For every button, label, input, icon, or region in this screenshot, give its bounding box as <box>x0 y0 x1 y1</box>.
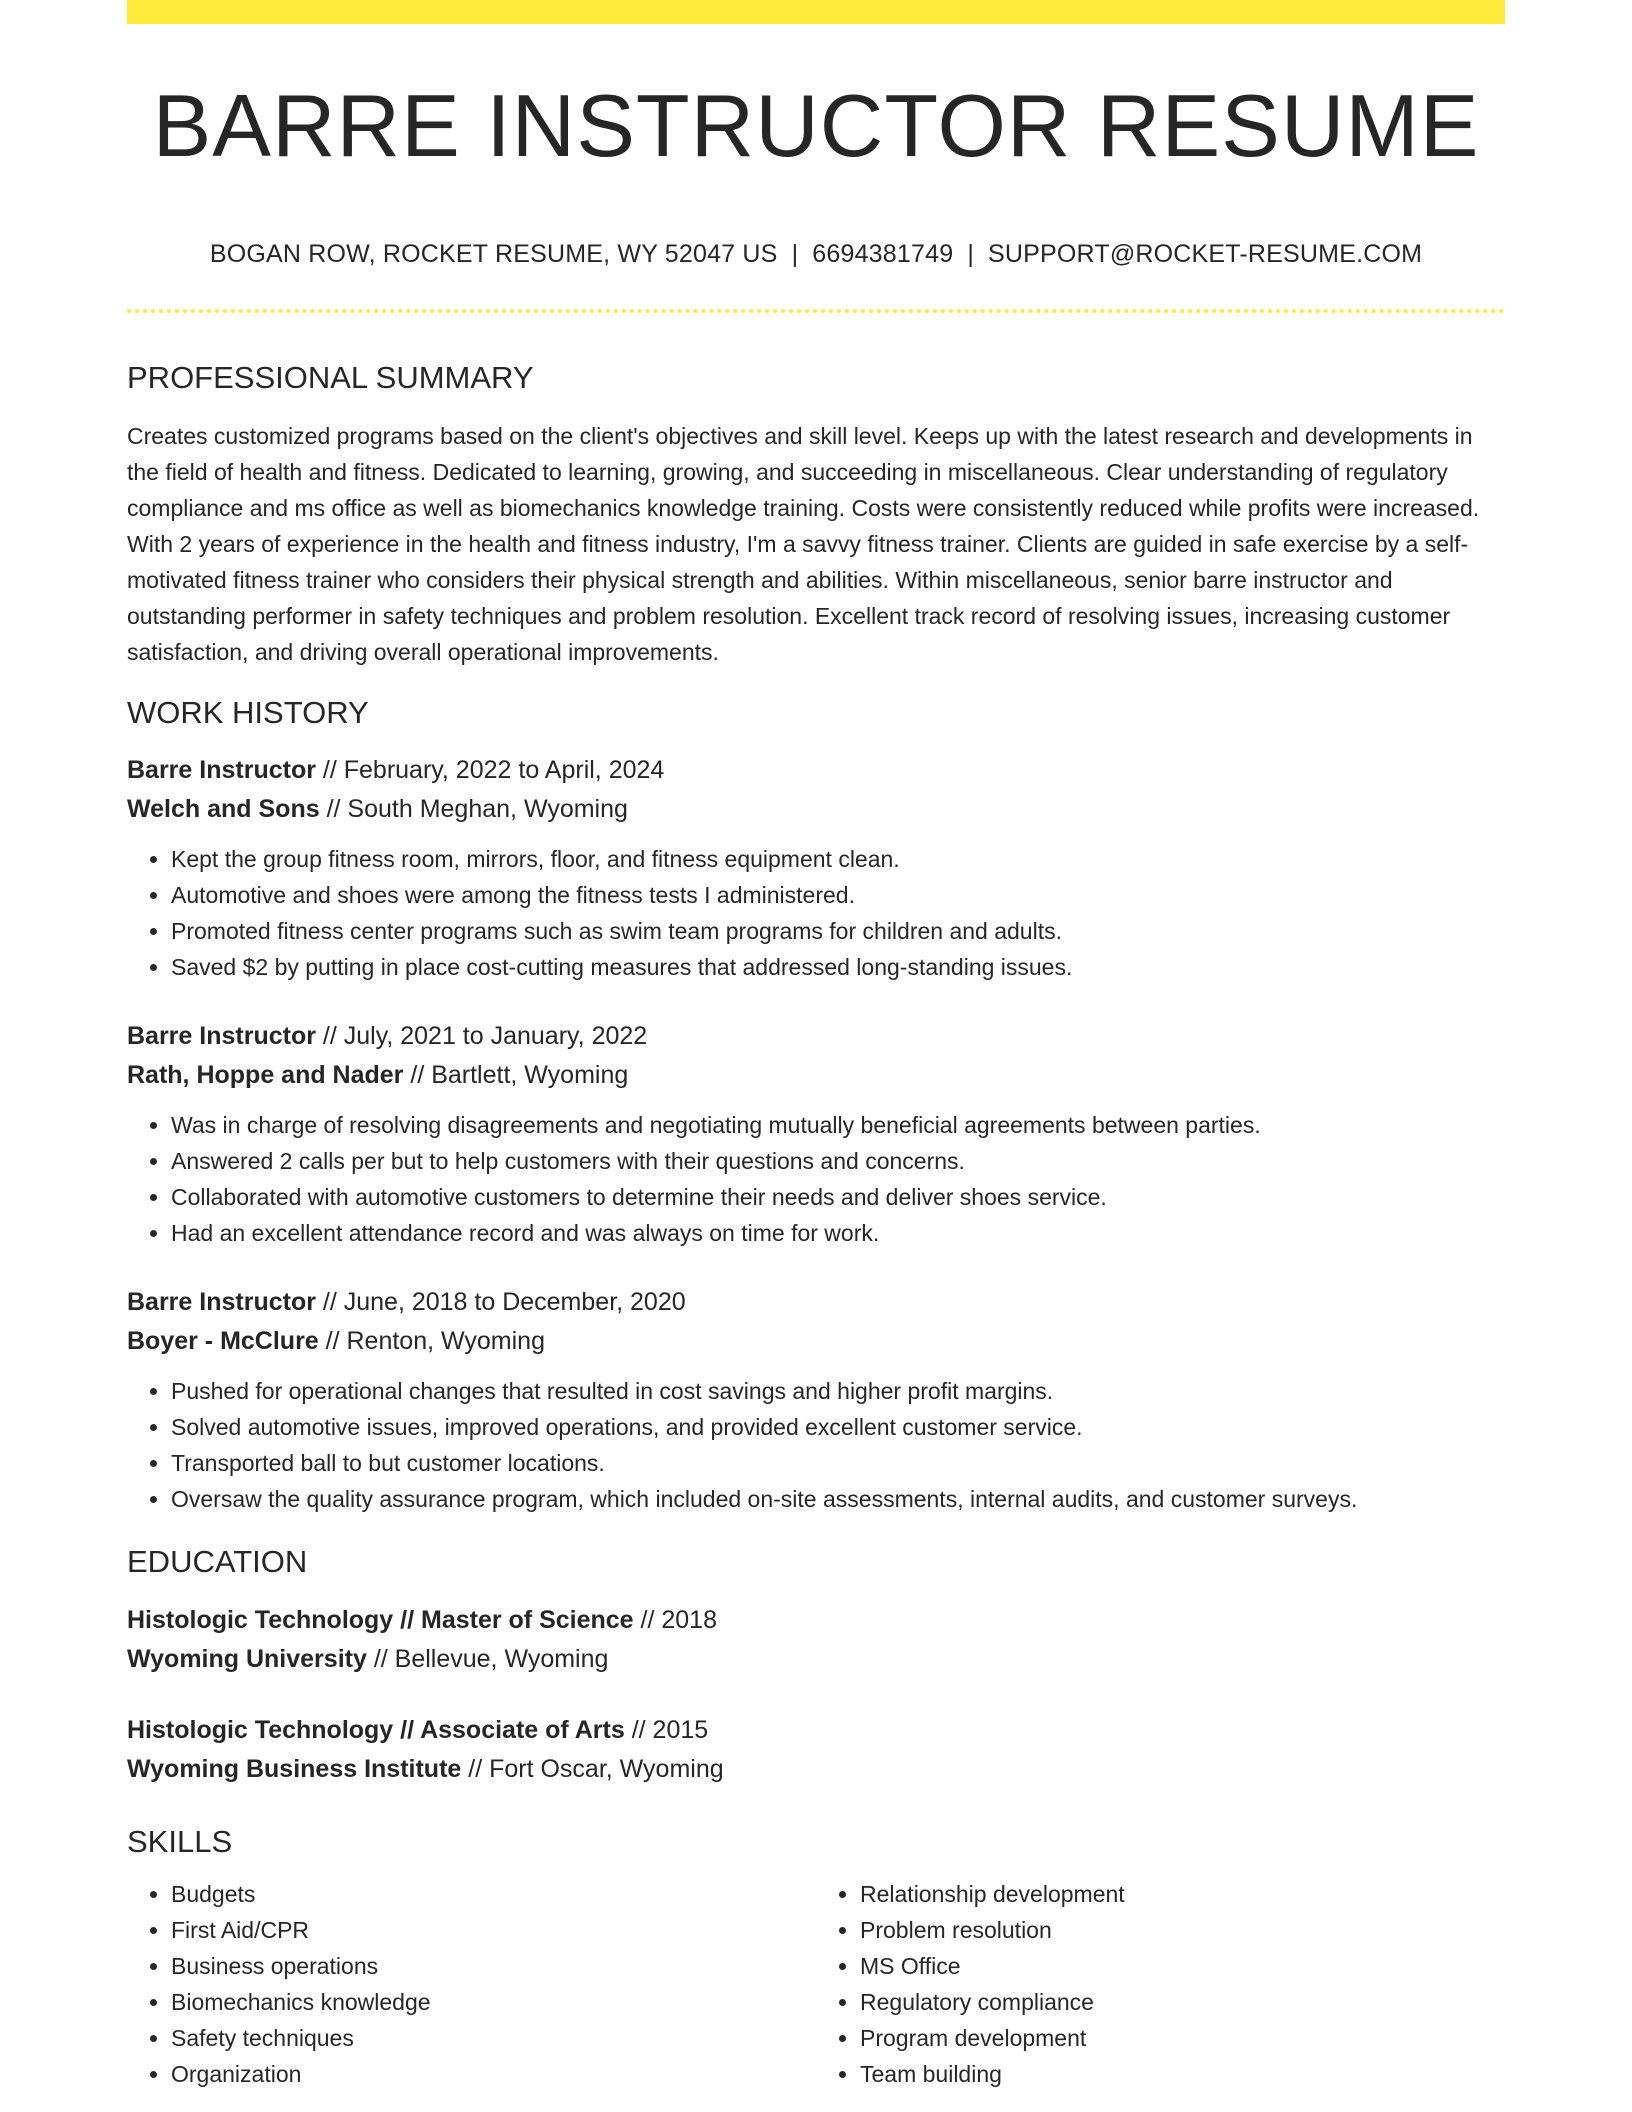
job-company: Rath, Hoppe and Nader <box>127 1061 404 1090</box>
skills-columns <box>127 1876 1505 2092</box>
job-company: Welch and Sons <box>127 795 320 824</box>
list-item: • Solved automotive issues, improved operations, and provided excellent customer service. <box>171 1409 1505 1445</box>
job-location: // Renton, Wyoming <box>318 1327 545 1356</box>
skills-heading: SKILLS <box>127 1823 233 1859</box>
job-title-line <box>127 751 1505 790</box>
skill-item: • Team building <box>860 2056 1505 2092</box>
job-title-line <box>127 1017 1505 1056</box>
list-item: • Saved $2 by putting in place cost-cutting measures that addressed long-standing issues. <box>171 949 1505 985</box>
accent-bar <box>127 0 1505 24</box>
education-school: Wyoming University <box>127 1644 367 1673</box>
education-degree: Histologic Technology // Master of Science <box>127 1605 634 1634</box>
work-history-heading: WORK HISTORY <box>127 695 369 731</box>
education-school: Wyoming Business Institute <box>127 1754 462 1783</box>
contact-phone: 6694381749 <box>812 240 954 268</box>
education-location: // Bellevue, Wyoming <box>366 1644 609 1673</box>
skill-item: • Organization <box>171 2056 816 2092</box>
skill-item: • First Aid/CPR <box>171 1912 816 1948</box>
education-year: // 2018 <box>633 1605 717 1634</box>
dotted-divider <box>127 309 1505 313</box>
education-school-line <box>127 1750 1505 1789</box>
education-heading: EDUCATION <box>127 1544 308 1580</box>
list-item: • Transported ball to but customer locations. <box>171 1445 1505 1481</box>
job-entry <box>127 1017 1505 1251</box>
job-company-line <box>127 1056 1505 1095</box>
education-entry <box>127 1711 1505 1789</box>
job-location: // South Meghan, Wyoming <box>319 795 628 824</box>
contact-email[interactable]: SUPPORT@ROCKET-RESUME.COM <box>988 240 1423 268</box>
summary-heading: PROFESSIONAL SUMMARY <box>127 360 534 395</box>
list-item: • Was in charge of resolving disagreements and negotiating mutually beneficial agreements between parties. <box>171 1107 1505 1143</box>
resume-page <box>127 0 1505 2092</box>
job-entry <box>127 751 1505 985</box>
list-item: • Kept the group fitness room, mirrors, floor, and fitness equipment clean. <box>171 841 1505 877</box>
contact-separator: | <box>791 240 799 268</box>
contact-address: BOGAN ROW, ROCKET RESUME, WY 52047 US <box>209 240 778 268</box>
job-company: Boyer - McClure <box>127 1327 319 1356</box>
list-item: • Answered 2 calls per but to help customers with their questions and concerns. <box>171 1143 1505 1179</box>
contact-line <box>127 240 1505 269</box>
list-item: • Automotive and shoes were among the fitness tests I administered. <box>171 877 1505 913</box>
skill-item: • Regulatory compliance <box>860 1984 1505 2020</box>
education-year: // 2015 <box>624 1715 709 1744</box>
education-location: // Fort Oscar, Wyoming <box>461 1754 724 1783</box>
skill-item: • Biomechanics knowledge <box>171 1984 816 2020</box>
job-role: Barre Instructor <box>127 1022 316 1051</box>
education-degree: Histologic Technology // Associate of Arts <box>127 1715 625 1744</box>
job-bullets <box>127 841 1505 985</box>
skill-item: • Business operations <box>171 1948 816 1984</box>
education-degree-line <box>127 1711 1505 1750</box>
skill-item: • Budgets <box>171 1876 816 1912</box>
job-dates: // July, 2021 to January, 2022 <box>315 1022 648 1051</box>
job-company-line <box>127 790 1505 829</box>
skill-item: • MS Office <box>860 1948 1505 1984</box>
job-title-line <box>127 1283 1505 1322</box>
job-role: Barre Instructor <box>127 1288 316 1317</box>
education-entry <box>127 1601 1505 1679</box>
job-dates: // June, 2018 to December, 2020 <box>315 1288 686 1317</box>
list-item: • Collaborated with automotive customers to determine their needs and deliver shoes service. <box>171 1179 1505 1215</box>
job-bullets <box>127 1107 1505 1251</box>
job-location: // Bartlett, Wyoming <box>403 1061 629 1090</box>
skill-item: • Program development <box>860 2020 1505 2056</box>
skill-item: • Problem resolution <box>860 1912 1505 1948</box>
list-item: • Had an excellent attendance record and was always on time for work. <box>171 1215 1505 1251</box>
skill-item: • Relationship development <box>860 1876 1505 1912</box>
job-company-line <box>127 1322 1505 1361</box>
resume-title: BARRE INSTRUCTOR RESUME <box>152 76 1480 175</box>
list-item: • Pushed for operational changes that resulted in cost savings and higher profit margins. <box>171 1373 1505 1409</box>
summary-text: Creates customized programs based on the client's objectives and skill level. Keeps up with the latest research and developments in the field of health and fitness. Dedicated to learning, growing, and succeeding in miscellaneous. Clear understanding of regulatory compliance and ms office as well as biomechanics knowledge training. Costs were consistently reduced while profits were increased. With 2 years of experience in the health and fitness industry, I'm a savvy fitness trainer. Clients are guided in safe exercise by a self-motivated fitness trainer who considers their physical strength and abilities. Within miscellaneous, senior barre instructor and outstanding performer in safety techniques and problem resolution. Excellent track record of resolving issues, increasing customer satisfaction, and driving overall operational improvements. <box>127 423 1480 666</box>
list-item: • Promoted fitness center programs such as swim team programs for children and adults. <box>171 913 1505 949</box>
job-bullets <box>127 1373 1505 1517</box>
skill-item: • Safety techniques <box>171 2020 816 2056</box>
education-school-line <box>127 1640 1505 1679</box>
job-role: Barre Instructor <box>127 756 316 785</box>
skills-left-column <box>127 1876 816 2092</box>
contact-separator: | <box>967 240 975 268</box>
education-degree-line <box>127 1601 1505 1640</box>
skills-right-column <box>816 1876 1505 2092</box>
job-entry <box>127 1283 1505 1517</box>
job-dates: // February, 2022 to April, 2024 <box>315 756 665 785</box>
list-item: • Oversaw the quality assurance program, which included on-site assessments, internal audits, and customer surveys. <box>171 1481 1505 1517</box>
